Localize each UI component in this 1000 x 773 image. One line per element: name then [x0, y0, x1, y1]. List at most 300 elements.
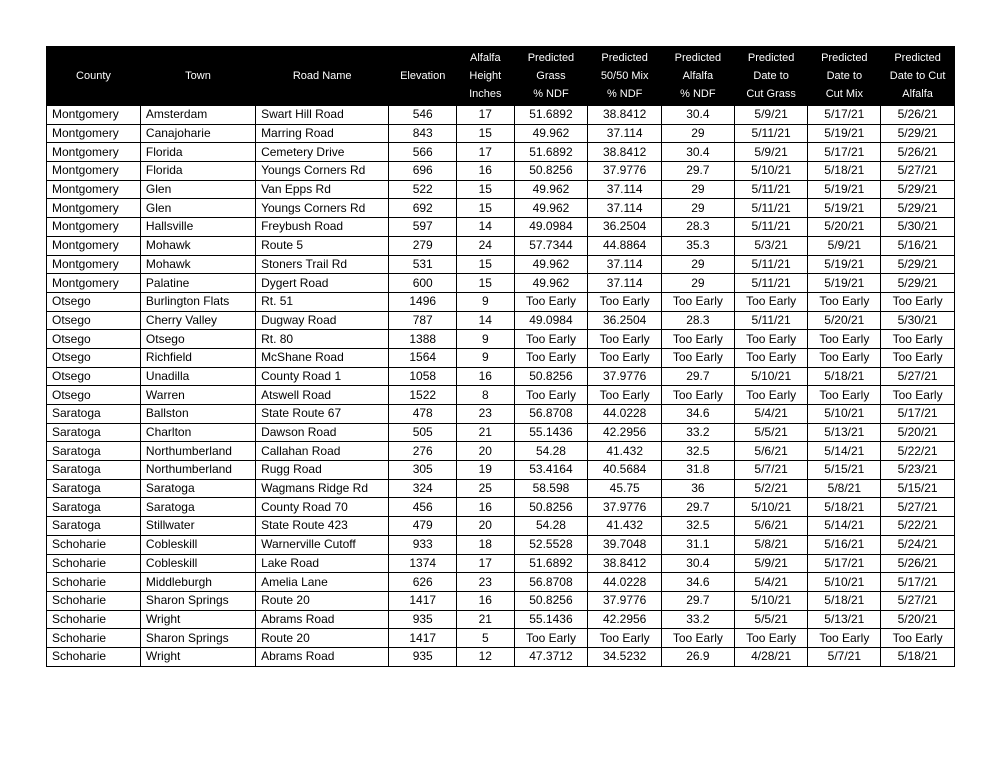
- cell-date-cut-grass: 5/11/21: [734, 311, 808, 330]
- cell-alfalfa-ndf: 28.3: [662, 218, 735, 237]
- header-line: Predicted: [747, 52, 795, 64]
- cell-alfalfa-height: 15: [457, 180, 515, 199]
- cell-town: Amsterdam: [140, 106, 255, 125]
- cell-alfalfa-height: 17: [457, 143, 515, 162]
- cell-mix-ndf: 44.8864: [588, 236, 662, 255]
- cell-date-cut-grass: 5/2/21: [734, 479, 808, 498]
- cell-date-cut-mix: 5/13/21: [808, 423, 881, 442]
- cell-road-name: Cemetery Drive: [256, 143, 389, 162]
- cell-alfalfa-height: 23: [457, 573, 515, 592]
- cell-elevation: 324: [389, 479, 457, 498]
- cell-town: Florida: [140, 143, 255, 162]
- cell-elevation: 276: [389, 442, 457, 461]
- cell-town: Sharon Springs: [140, 629, 255, 648]
- cell-alfalfa-ndf: 31.1: [662, 535, 735, 554]
- table-row: [47, 106, 955, 125]
- header-road-name: [256, 47, 389, 106]
- cell-date-cut-mix: 5/19/21: [808, 199, 881, 218]
- cell-alfalfa-ndf: 29.7: [662, 498, 735, 517]
- cell-elevation: 1374: [389, 554, 457, 573]
- header-alfalfa-height: [457, 47, 515, 106]
- table-row: [47, 124, 955, 143]
- cell-alfalfa-ndf: 32.5: [662, 442, 735, 461]
- cell-county: Montgomery: [47, 124, 141, 143]
- cell-date-cut-alfalfa: 5/27/21: [881, 162, 955, 181]
- cell-grass-ndf: 49.962: [514, 124, 588, 143]
- cell-date-cut-alfalfa: 5/29/21: [881, 274, 955, 293]
- table-row: [47, 461, 955, 480]
- cell-grass-ndf: 56.8708: [514, 573, 588, 592]
- cell-date-cut-grass: 5/4/21: [734, 573, 808, 592]
- cell-alfalfa-ndf: Too Early: [662, 629, 735, 648]
- cell-alfalfa-ndf: 26.9: [662, 647, 735, 666]
- header-line: Date to: [826, 70, 863, 82]
- cell-alfalfa-ndf: 34.6: [662, 573, 735, 592]
- header-mix-ndf: [588, 47, 662, 106]
- table-row: [47, 386, 955, 405]
- cell-date-cut-mix: 5/13/21: [808, 610, 881, 629]
- header-town: [140, 47, 255, 106]
- cell-date-cut-alfalfa: 5/18/21: [881, 647, 955, 666]
- cell-elevation: 1496: [389, 292, 457, 311]
- cell-road-name: Abrams Road: [256, 647, 389, 666]
- cell-mix-ndf: 37.9776: [588, 591, 662, 610]
- cell-date-cut-grass: 5/11/21: [734, 218, 808, 237]
- cell-mix-ndf: 34.5232: [588, 647, 662, 666]
- cell-road-name: Rt. 51: [256, 292, 389, 311]
- cell-alfalfa-ndf: 35.3: [662, 236, 735, 255]
- cell-town: Palatine: [140, 274, 255, 293]
- cell-alfalfa-height: 15: [457, 274, 515, 293]
- cell-town: Sharon Springs: [140, 591, 255, 610]
- cell-date-cut-mix: 5/19/21: [808, 255, 881, 274]
- cell-town: Middleburgh: [140, 573, 255, 592]
- cell-date-cut-mix: 5/19/21: [808, 274, 881, 293]
- cell-date-cut-grass: 5/9/21: [734, 106, 808, 125]
- cell-alfalfa-ndf: 29.7: [662, 367, 735, 386]
- cell-alfalfa-ndf: Too Early: [662, 330, 735, 349]
- cell-grass-ndf: 55.1436: [514, 610, 588, 629]
- cell-road-name: Youngs Corners Rd: [256, 199, 389, 218]
- cell-county: Schoharie: [47, 573, 141, 592]
- table-row: [47, 348, 955, 367]
- cell-elevation: 1388: [389, 330, 457, 349]
- cell-mix-ndf: 37.9776: [588, 367, 662, 386]
- table-row: [47, 573, 955, 592]
- cell-road-name: Freybush Road: [256, 218, 389, 237]
- cell-road-name: County Road 1: [256, 367, 389, 386]
- cell-alfalfa-height: 12: [457, 647, 515, 666]
- cell-county: Schoharie: [47, 591, 141, 610]
- cell-grass-ndf: 53.4164: [514, 461, 588, 480]
- cell-date-cut-mix: Too Early: [808, 386, 881, 405]
- cell-alfalfa-height: 16: [457, 498, 515, 517]
- table-row: [47, 405, 955, 424]
- cell-grass-ndf: 51.6892: [514, 143, 588, 162]
- cell-date-cut-alfalfa: 5/22/21: [881, 442, 955, 461]
- cell-road-name: Wagmans Ridge Rd: [256, 479, 389, 498]
- header-line: Cut Mix: [825, 88, 863, 100]
- cell-elevation: 933: [389, 535, 457, 554]
- header-line: Predicted: [674, 52, 722, 64]
- cell-road-name: Amelia Lane: [256, 573, 389, 592]
- header-line: Predicted: [894, 52, 941, 64]
- cell-date-cut-mix: 5/14/21: [808, 442, 881, 461]
- cell-alfalfa-height: 14: [457, 311, 515, 330]
- cell-elevation: 505: [389, 423, 457, 442]
- cell-date-cut-mix: Too Early: [808, 629, 881, 648]
- header-line: Alfalfa: [470, 52, 501, 64]
- cell-date-cut-grass: 5/11/21: [734, 255, 808, 274]
- cell-county: Saratoga: [47, 423, 141, 442]
- cell-date-cut-alfalfa: 5/23/21: [881, 461, 955, 480]
- cell-alfalfa-height: 17: [457, 554, 515, 573]
- cell-road-name: McShane Road: [256, 348, 389, 367]
- cell-road-name: Marring Road: [256, 124, 389, 143]
- cell-date-cut-alfalfa: Too Early: [881, 292, 955, 311]
- cell-grass-ndf: 58.598: [514, 479, 588, 498]
- header-county: [47, 47, 141, 106]
- header-line: Road Name: [292, 70, 352, 82]
- cell-date-cut-grass: 5/11/21: [734, 199, 808, 218]
- cell-alfalfa-height: 16: [457, 367, 515, 386]
- table-row: [47, 143, 955, 162]
- cell-elevation: 566: [389, 143, 457, 162]
- cell-date-cut-alfalfa: 5/26/21: [881, 554, 955, 573]
- cell-alfalfa-ndf: 29: [662, 124, 735, 143]
- cell-date-cut-mix: 5/19/21: [808, 180, 881, 199]
- cell-alfalfa-ndf: 30.4: [662, 106, 735, 125]
- cell-mix-ndf: Too Early: [588, 292, 662, 311]
- cell-road-name: Rt. 80: [256, 330, 389, 349]
- cell-road-name: Route 20: [256, 629, 389, 648]
- cell-date-cut-grass: Too Early: [734, 348, 808, 367]
- cell-mix-ndf: 41.432: [588, 442, 662, 461]
- cell-alfalfa-height: 5: [457, 629, 515, 648]
- cell-elevation: 478: [389, 405, 457, 424]
- cell-mix-ndf: Too Early: [588, 330, 662, 349]
- cell-alfalfa-ndf: 31.8: [662, 461, 735, 480]
- cell-town: Ballston: [140, 405, 255, 424]
- cell-elevation: 546: [389, 106, 457, 125]
- cell-grass-ndf: 49.962: [514, 255, 588, 274]
- cell-grass-ndf: 47.3712: [514, 647, 588, 666]
- cell-date-cut-alfalfa: Too Early: [881, 330, 955, 349]
- cell-county: Otsego: [47, 348, 141, 367]
- cell-mix-ndf: 38.8412: [588, 554, 662, 573]
- cell-elevation: 479: [389, 517, 457, 536]
- header-line: Elevation: [400, 70, 446, 82]
- cell-road-name: State Route 423: [256, 517, 389, 536]
- cell-date-cut-alfalfa: 5/26/21: [881, 143, 955, 162]
- cell-elevation: 456: [389, 498, 457, 517]
- cell-date-cut-alfalfa: 5/22/21: [881, 517, 955, 536]
- cell-date-cut-grass: Too Early: [734, 629, 808, 648]
- cell-road-name: State Route 67: [256, 405, 389, 424]
- cell-town: Hallsville: [140, 218, 255, 237]
- table-header: [47, 47, 955, 106]
- cell-alfalfa-height: 17: [457, 106, 515, 125]
- cell-mix-ndf: Too Early: [588, 629, 662, 648]
- cell-alfalfa-height: 15: [457, 124, 515, 143]
- cell-alfalfa-height: 20: [457, 517, 515, 536]
- cell-elevation: 787: [389, 311, 457, 330]
- cell-date-cut-mix: 5/16/21: [808, 535, 881, 554]
- cell-grass-ndf: 51.6892: [514, 554, 588, 573]
- cell-alfalfa-ndf: 33.2: [662, 610, 735, 629]
- cell-alfalfa-height: 23: [457, 405, 515, 424]
- cell-alfalfa-ndf: 29: [662, 180, 735, 199]
- cell-elevation: 843: [389, 124, 457, 143]
- cell-date-cut-mix: 5/14/21: [808, 517, 881, 536]
- cell-road-name: Atswell Road: [256, 386, 389, 405]
- cell-elevation: 1058: [389, 367, 457, 386]
- cell-county: Otsego: [47, 292, 141, 311]
- cell-county: Otsego: [47, 367, 141, 386]
- cell-county: Montgomery: [47, 106, 141, 125]
- cell-county: Montgomery: [47, 236, 141, 255]
- cell-alfalfa-height: 25: [457, 479, 515, 498]
- cell-mix-ndf: 37.9776: [588, 498, 662, 517]
- cell-date-cut-alfalfa: 5/20/21: [881, 423, 955, 442]
- table-row: [47, 610, 955, 629]
- cell-road-name: Dygert Road: [256, 274, 389, 293]
- table-row: [47, 423, 955, 442]
- table-row: [47, 367, 955, 386]
- cell-county: Montgomery: [47, 180, 141, 199]
- header-line: 50/50 Mix: [600, 70, 649, 82]
- cell-grass-ndf: 56.8708: [514, 405, 588, 424]
- table-row: [47, 330, 955, 349]
- cell-grass-ndf: 50.8256: [514, 162, 588, 181]
- cell-mix-ndf: 37.9776: [588, 162, 662, 181]
- cell-date-cut-grass: 5/8/21: [734, 535, 808, 554]
- cell-grass-ndf: 49.962: [514, 180, 588, 199]
- cell-elevation: 626: [389, 573, 457, 592]
- cell-road-name: Rugg Road: [256, 461, 389, 480]
- table-row: [47, 479, 955, 498]
- cell-date-cut-alfalfa: 5/26/21: [881, 106, 955, 125]
- cell-alfalfa-ndf: 29: [662, 274, 735, 293]
- table-row: [47, 255, 955, 274]
- header-line: % NDF: [533, 88, 569, 100]
- cell-elevation: 1564: [389, 348, 457, 367]
- cell-elevation: 935: [389, 647, 457, 666]
- cell-grass-ndf: 57.7344: [514, 236, 588, 255]
- cell-date-cut-alfalfa: 5/29/21: [881, 199, 955, 218]
- cell-county: Otsego: [47, 311, 141, 330]
- cell-grass-ndf: Too Early: [514, 386, 588, 405]
- cell-grass-ndf: 50.8256: [514, 498, 588, 517]
- table-row: [47, 180, 955, 199]
- cell-date-cut-alfalfa: 5/17/21: [881, 405, 955, 424]
- header-line: Alfalfa: [902, 88, 933, 100]
- cell-road-name: Dugway Road: [256, 311, 389, 330]
- cell-mix-ndf: 40.5684: [588, 461, 662, 480]
- table-row: [47, 647, 955, 666]
- header-line: Predicted: [527, 52, 575, 64]
- cell-date-cut-grass: Too Early: [734, 386, 808, 405]
- cell-date-cut-alfalfa: 5/24/21: [881, 535, 955, 554]
- cell-mix-ndf: 38.8412: [588, 106, 662, 125]
- table-row: [47, 236, 955, 255]
- cell-elevation: 935: [389, 610, 457, 629]
- cell-date-cut-alfalfa: 5/30/21: [881, 218, 955, 237]
- header-line: Town: [185, 70, 211, 82]
- cell-alfalfa-ndf: 29.7: [662, 591, 735, 610]
- cell-alfalfa-height: 9: [457, 330, 515, 349]
- table-row: [47, 292, 955, 311]
- cell-road-name: Stoners Trail Rd: [256, 255, 389, 274]
- cell-mix-ndf: 41.432: [588, 517, 662, 536]
- cell-date-cut-mix: 5/10/21: [808, 573, 881, 592]
- table-row: [47, 442, 955, 461]
- cell-town: Richfield: [140, 348, 255, 367]
- table-row: [47, 199, 955, 218]
- cell-alfalfa-ndf: 30.4: [662, 554, 735, 573]
- cell-town: Warren: [140, 386, 255, 405]
- cell-alfalfa-height: 15: [457, 199, 515, 218]
- cell-county: Otsego: [47, 386, 141, 405]
- cell-elevation: 692: [389, 199, 457, 218]
- header-line: Predicted: [821, 52, 868, 64]
- table-row: [47, 554, 955, 573]
- cell-mix-ndf: 44.0228: [588, 573, 662, 592]
- cell-elevation: 279: [389, 236, 457, 255]
- table-row: [47, 591, 955, 610]
- header-line: % NDF: [606, 88, 643, 100]
- header-line: Cut Grass: [746, 88, 796, 100]
- cell-date-cut-mix: Too Early: [808, 292, 881, 311]
- cell-town: Saratoga: [140, 498, 255, 517]
- cell-road-name: Youngs Corners Rd: [256, 162, 389, 181]
- header-row: [47, 47, 955, 106]
- cell-mix-ndf: 44.0228: [588, 405, 662, 424]
- cell-date-cut-mix: 5/20/21: [808, 311, 881, 330]
- cell-alfalfa-ndf: Too Early: [662, 386, 735, 405]
- cell-town: Glen: [140, 180, 255, 199]
- cell-town: Charlton: [140, 423, 255, 442]
- cell-alfalfa-height: 15: [457, 255, 515, 274]
- cell-date-cut-alfalfa: 5/20/21: [881, 610, 955, 629]
- header-date-cut-mix: [808, 47, 881, 106]
- cell-alfalfa-height: 18: [457, 535, 515, 554]
- cell-alfalfa-ndf: Too Early: [662, 348, 735, 367]
- cell-county: Saratoga: [47, 405, 141, 424]
- cell-town: Florida: [140, 162, 255, 181]
- header-line: Height: [469, 70, 502, 82]
- cell-date-cut-alfalfa: 5/30/21: [881, 311, 955, 330]
- cell-date-cut-mix: 5/20/21: [808, 218, 881, 237]
- cell-grass-ndf: Too Early: [514, 330, 588, 349]
- cell-road-name: Warnerville Cutoff: [256, 535, 389, 554]
- cell-date-cut-grass: 5/7/21: [734, 461, 808, 480]
- cell-county: Saratoga: [47, 498, 141, 517]
- cell-elevation: 597: [389, 218, 457, 237]
- cell-elevation: 1417: [389, 591, 457, 610]
- cell-date-cut-grass: 5/11/21: [734, 124, 808, 143]
- cell-date-cut-mix: 5/15/21: [808, 461, 881, 480]
- cell-alfalfa-ndf: Too Early: [662, 292, 735, 311]
- cell-elevation: 305: [389, 461, 457, 480]
- table-row: [47, 629, 955, 648]
- table-row: [47, 274, 955, 293]
- header-line: Date to: [753, 70, 789, 82]
- cell-road-name: Dawson Road: [256, 423, 389, 442]
- cell-elevation: 522: [389, 180, 457, 199]
- cell-county: Montgomery: [47, 255, 141, 274]
- cell-date-cut-grass: 5/11/21: [734, 274, 808, 293]
- cell-date-cut-grass: Too Early: [734, 292, 808, 311]
- header-alfalfa-ndf: [662, 47, 735, 106]
- cell-grass-ndf: 49.0984: [514, 311, 588, 330]
- cell-mix-ndf: 36.2504: [588, 218, 662, 237]
- cell-town: Stillwater: [140, 517, 255, 536]
- cell-date-cut-mix: 5/10/21: [808, 405, 881, 424]
- cell-alfalfa-height: 24: [457, 236, 515, 255]
- cell-county: Schoharie: [47, 535, 141, 554]
- table-body: [47, 106, 955, 667]
- cell-town: Mohawk: [140, 236, 255, 255]
- cell-alfalfa-height: 14: [457, 218, 515, 237]
- cell-date-cut-mix: 5/18/21: [808, 162, 881, 181]
- cell-date-cut-grass: 5/5/21: [734, 423, 808, 442]
- cell-mix-ndf: 36.2504: [588, 311, 662, 330]
- cell-alfalfa-height: 9: [457, 348, 515, 367]
- cell-grass-ndf: 49.0984: [514, 218, 588, 237]
- cell-town: Northumberland: [140, 461, 255, 480]
- cell-county: Schoharie: [47, 647, 141, 666]
- cell-alfalfa-height: 16: [457, 591, 515, 610]
- cell-alfalfa-height: 20: [457, 442, 515, 461]
- header-date-cut-alfalfa: [881, 47, 955, 106]
- cell-mix-ndf: Too Early: [588, 386, 662, 405]
- cell-grass-ndf: Too Early: [514, 292, 588, 311]
- header-elevation: [389, 47, 457, 106]
- cell-road-name: County Road 70: [256, 498, 389, 517]
- cell-county: Saratoga: [47, 442, 141, 461]
- cell-alfalfa-ndf: 29.7: [662, 162, 735, 181]
- header-grass-ndf: [514, 47, 588, 106]
- table-row: [47, 535, 955, 554]
- cell-date-cut-mix: 5/17/21: [808, 554, 881, 573]
- cell-date-cut-grass: 5/10/21: [734, 498, 808, 517]
- table-row: [47, 162, 955, 181]
- cell-grass-ndf: 54.28: [514, 517, 588, 536]
- cell-alfalfa-ndf: 33.2: [662, 423, 735, 442]
- cell-road-name: Abrams Road: [256, 610, 389, 629]
- cell-town: Otsego: [140, 330, 255, 349]
- cell-date-cut-alfalfa: 5/29/21: [881, 180, 955, 199]
- cell-mix-ndf: 38.8412: [588, 143, 662, 162]
- cell-alfalfa-ndf: 29: [662, 199, 735, 218]
- table-row: [47, 218, 955, 237]
- cell-alfalfa-height: 16: [457, 162, 515, 181]
- cell-mix-ndf: 42.2956: [588, 423, 662, 442]
- cell-date-cut-grass: 5/10/21: [734, 591, 808, 610]
- cell-elevation: 600: [389, 274, 457, 293]
- header-line: Grass: [536, 70, 566, 82]
- cell-grass-ndf: 55.1436: [514, 423, 588, 442]
- cell-county: Montgomery: [47, 143, 141, 162]
- cell-alfalfa-height: 8: [457, 386, 515, 405]
- cell-town: Wright: [140, 610, 255, 629]
- cell-mix-ndf: Too Early: [588, 348, 662, 367]
- header-line: % NDF: [680, 88, 716, 100]
- cell-date-cut-grass: 5/3/21: [734, 236, 808, 255]
- cell-road-name: Lake Road: [256, 554, 389, 573]
- table-row: [47, 498, 955, 517]
